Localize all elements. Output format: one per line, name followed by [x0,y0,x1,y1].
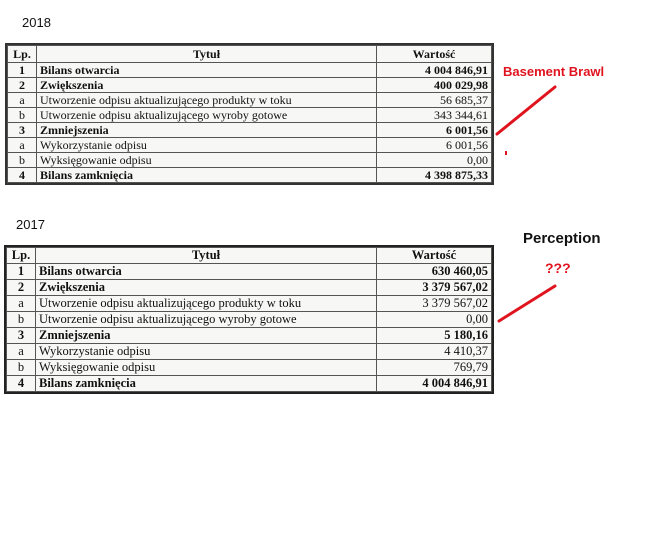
note-question-marks: ??? [545,260,571,276]
header-lp: Lp. [8,46,37,63]
table-2018-scan [5,43,494,185]
row-lp: b [7,312,36,328]
row-title: Zmniejszenia [36,328,377,344]
table-row [8,123,492,138]
table-row [7,296,492,312]
row-value: 343 344,61 [377,108,492,123]
row-value: 4 398 875,33 [377,168,492,183]
red-arrow-line-2017 [499,286,555,321]
row-value: 769,79 [377,360,492,376]
table-row [8,63,492,78]
table-row [8,138,492,153]
row-lp: 4 [8,168,37,183]
table-2017 [6,247,492,392]
table-row [8,78,492,93]
row-title: Wykorzystanie odpisu [37,138,377,153]
header-title: Tytuł [36,248,377,264]
row-lp: b [7,360,36,376]
table-row [8,153,492,168]
table-row [8,108,492,123]
row-title: Zwiększenia [37,78,377,93]
row-lp: 1 [8,63,37,78]
row-title: Wyksięgowanie odpisu [37,153,377,168]
row-title: Bilans zamknięcia [36,376,377,392]
row-title: Utworzenie odpisu aktualizującego wyroby gotowe [37,108,377,123]
row-value: 0,00 [377,153,492,168]
row-title: Bilans otwarcia [37,63,377,78]
table-2018-header-row [8,46,492,63]
row-title: Zmniejszenia [37,123,377,138]
row-value: 4 004 846,91 [377,63,492,78]
row-lp: 2 [8,78,37,93]
row-value: 3 379 567,02 [377,296,492,312]
table-row [7,360,492,376]
row-value: 4 410,37 [377,344,492,360]
row-lp: 3 [7,328,36,344]
table-row [7,264,492,280]
row-title: Utworzenie odpisu aktualizującego produkty w toku [36,296,377,312]
row-title: Utworzenie odpisu aktualizującego produkty w toku [37,93,377,108]
header-title: Tytuł [37,46,377,63]
table-2018-body [8,63,492,183]
table-2018 [7,45,492,183]
note-perception: Perception [523,230,601,247]
year-label-2017: 2017 [16,217,45,232]
row-lp: a [7,296,36,312]
row-title: Wykorzystanie odpisu [36,344,377,360]
table-2017-header-row [7,248,492,264]
row-title: Wyksięgowanie odpisu [36,360,377,376]
row-value: 6 001,56 [377,123,492,138]
note-basement-brawl: Basement Brawl [503,64,605,79]
row-value: 630 460,05 [377,264,492,280]
table-row [7,280,492,296]
table-row [7,312,492,328]
row-value: 400 029,98 [377,78,492,93]
header-lp: Lp. [7,248,36,264]
row-lp: a [8,138,37,153]
row-lp: a [7,344,36,360]
row-title: Utworzenie odpisu aktualizującego wyroby gotowe [36,312,377,328]
red-arrow-line-2018 [497,87,555,134]
row-lp: 1 [7,264,36,280]
table-row [7,376,492,392]
header-value: Wartość [377,46,492,63]
table-2017-scan [4,245,494,394]
row-value: 6 001,56 [377,138,492,153]
table-row [7,344,492,360]
table-row [8,168,492,183]
row-lp: a [8,93,37,108]
table-2017-body [7,264,492,392]
row-lp: 2 [7,280,36,296]
row-value: 3 379 567,02 [377,280,492,296]
year-label-2018: 2018 [22,15,51,30]
table-row [8,93,492,108]
row-value: 0,00 [377,312,492,328]
row-title: Bilans otwarcia [36,264,377,280]
row-title: Zwiększenia [36,280,377,296]
row-value: 56 685,37 [377,93,492,108]
row-value: 4 004 846,91 [377,376,492,392]
header-value: Wartość [377,248,492,264]
row-lp: b [8,108,37,123]
row-lp: 4 [7,376,36,392]
row-title: Bilans zamknięcia [37,168,377,183]
row-value: 5 180,16 [377,328,492,344]
row-lp: b [8,153,37,168]
table-row [7,328,492,344]
row-lp: 3 [8,123,37,138]
